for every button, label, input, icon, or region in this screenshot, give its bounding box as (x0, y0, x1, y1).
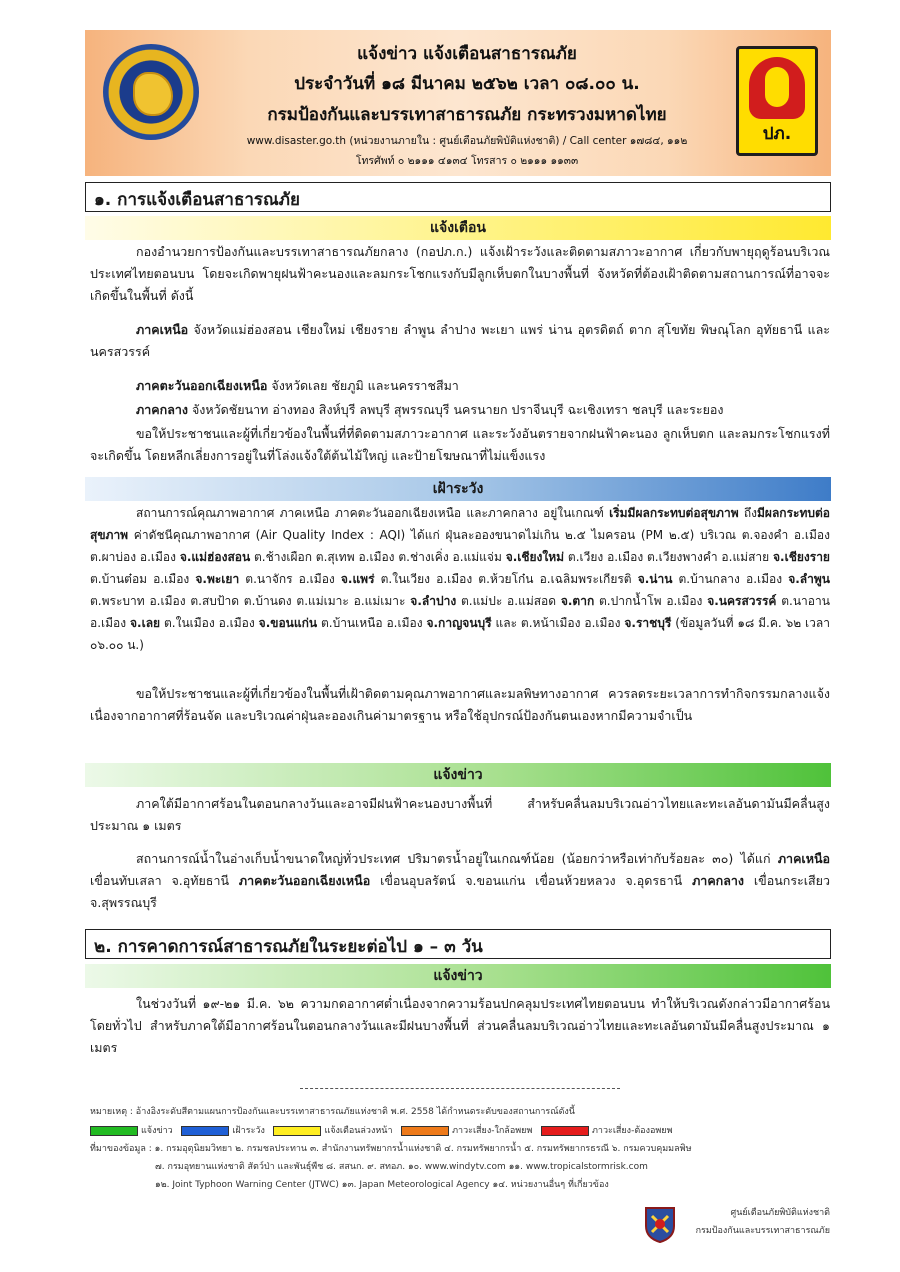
watch-bar: เฝ้าระวัง (85, 477, 831, 501)
warning-advice: ขอให้ประชาชนและผู้ที่เกี่ยวข้องในพื้นที่ที่ติดตามสภาวะอากาศ และระวังอันตรายจากฝนฟ้าคะนอง ลูกเห็บตก และลมกระโชกแรงที่จะเกิดขึ้น โดยหลีกเลี่ยงการอยู่ในที่โล่งแจ้งใต้ต้นไม้ใหญ่ และป้ายโฆษณาที่ไม่แข็งแรง (90, 426, 830, 463)
header-date: ประจำวันที่ ๑๘ มีนาคม ๒๕๖๒ เวลา ๐๘.๐๐ น. (294, 74, 640, 94)
color-legend (90, 1124, 830, 1139)
warning-central: ภาคกลาง จังหวัดชัยนาท อ่างทอง สิงห์บุรี ลพบุรี สุพรรณบุรี นครนายก ปราจีนบุรี ฉะเชิงเทรา ชลบุรี และระยอง (136, 402, 724, 417)
dpm-logo-icon (736, 46, 818, 156)
legend-item: แจ้งข่าว (90, 1126, 173, 1136)
dpm-emblem-icon (640, 1204, 680, 1244)
header-phone: โทรศัพท์ ๐ ๒๑๑๑ ๔๑๓๔ โทรสาร ๐ ๒๑๑๑ ๑๑๓๓ (355, 155, 579, 167)
watch-paragraph: สถานการณ์คุณภาพอากาศ ภาคเหนือ ภาคตะวันออกเฉียงเหนือ และภาคกลาง อยู่ในเกณฑ์ เริ่มมีผลกระทบต่อสุขภาพ ถึงมีผลกระทบต่อสุขภาพ ค่าดัชนีคุณภาพอากาศ (Air Quality Index : AQI) ได้แก่ ฝุ่นละอองขนาดไม่เกิน ๒.๕ ไมครอน (PM ๒.๕) บริเวณ ต.จองคำ อ.เมือง ต.ผาบ่อง อ.เมือง จ.แม่ฮ่องสอน ต.ช้างเผือก ต.สุเทพ อ.เมือง ต.ช่างเคิ่ง อ.แม่แจ่ม จ.เชียงใหม่ ต.เวียง อ.เมือง ต.เวียงพางคำ อ.แม่สาย จ.เชียงราย ต.บ้านต๋อม อ.เมือง จ.พะเยา ต.นาจักร อ.เมือง จ.แพร่ ต.ในเวียง อ.เมือง ต.ห้วยโก๋น อ.เฉลิมพระเกียรติ จ.น่าน ต.บ้านกลาง อ.เมือง จ.ลำพูน ต.พระบาท อ.เมือง ต.สบป้าด ต.บ้านดง ต.แม่เมาะ อ.แม่เมาะ จ.ลำปาง ต.แม่ปะ อ.แม่สอด จ.ตาก ต.ปากน้ำโพ อ.เมือง จ.นครสวรรค์ ต.นาอาน อ.เมือง จ.เลย ต.ในเมือง อ.เมือง จ.ขอนแก่น ต.บ้านเหนือ อ.เมือง จ.กาญจนบุรี และ ต.หน้าเมือง อ.เมือง จ.ราชบุรี (ข้อมูลวันที่ ๑๘ มี.ค. ๖๒ เวลา ๐๖.๐๐ น.) (90, 506, 830, 652)
footer-sources-3: ๑๒. Joint Typhoon Warning Center (JTWC) ๑๓. Japan Meteorological Agency ๑๔. หน่วยงานอื่นๆ ที่เกี่ยวข้อง (155, 1180, 609, 1190)
forecast-news-bar: แจ้งข่าว (85, 964, 831, 988)
section-1-title: ๑. การแจ้งเตือนสาธารณภัย (85, 182, 831, 212)
warning-northeast: ภาคตะวันออกเฉียงเหนือ จังหวัดเลย ชัยภูมิ และนครราชสีมา (136, 378, 459, 393)
ministry-seal-icon (103, 44, 199, 140)
header-line-1: แจ้งข่าว แจ้งเตือนสาธารณภัย (357, 44, 577, 64)
logo-text: ปภ. (762, 124, 792, 144)
footer-org-1: ศูนย์เตือนภัยพิบัติแห่งชาติ (730, 1208, 830, 1218)
news-bar: แจ้งข่าว (85, 763, 831, 787)
footer-org-2: กรมป้องกันและบรรเทาสาธารณภัย (695, 1226, 830, 1236)
legend-item: เฝ้าระวัง (181, 1126, 265, 1136)
footer-note: หมายเหตุ : อ้างอิงระดับสีตามแผนการป้องกันและบรรเทาสาธารณภัยแห่งชาติ พ.ศ. 2558 ได้กำหนดระดับของสถานการณ์ดังนี้ (90, 1107, 575, 1117)
section-2-title: ๒. การคาดการณ์สาธารณภัยในระยะต่อไป ๑ – ๓ วัน (85, 929, 831, 959)
footer-sources-1: ที่มาของข้อมูล : ๑. กรมอุตุนิยมวิทยา ๒. กรมชลประทาน ๓. สำนักงานทรัพยากรน้ำแห่งชาติ ๔. กรมทรัพยากรน้ำ ๕. กรมทรัพยากรธรณี ๖. กรมควบคุมมลพิษ (90, 1144, 692, 1154)
divider (300, 1088, 620, 1089)
news-south: ภาคใต้มีอากาศร้อนในตอนกลางวันและอาจมีฝนฟ้าคะนองบางพื้นที่ สำหรับคลื่นลมบริเวณอ่าวไทยและทะเลอันดามันมีคลื่นสูงประมาณ ๑ เมตร (90, 796, 830, 833)
header-org: กรมป้องกันและบรรเทาสาธารณภัย กระทรวงมหาดไทย (267, 105, 667, 125)
forecast-paragraph: ในช่วงวันที่ ๑๙-๒๑ มี.ค. ๖๒ ความกดอากาศต่ำเนื่องจากความร้อนปกคลุมประเทศไทยตอนบน ทำให้บริเวณดังกล่าวมีอากาศร้อนโดยทั่วไป สำหรับภาคใต้มีอากาศร้อนในตอนกลางวันและมีฝนบางพื้นที่ ส่วนคลื่นลมบริเวณอ่าวไทยและทะเลอันดามันมีคลื่นสูงประมาณ ๑ เมตร (90, 996, 830, 1055)
legend-item: ภาวะเสี่ยง-ต้องอพยพ (541, 1126, 673, 1136)
warning-paragraph: กองอำนวยการป้องกันและบรรเทาสาธารณภัยกลาง (กอปภ.ก.) แจ้งเฝ้าระวังและติดตามสภาวะอากาศ เกี่ยวกับพายุฤดูร้อนบริเวณประเทศไทยตอนบน โดยจะเกิดพายุฝนฟ้าคะนองและลมกระโชกแรงกับมีลูกเห็บตกในบางพื้นที่ จังหวัดที่ต้องเฝ้าติดตามสถานการณ์ที่อาจจะเกิดขึ้นในพื้นที่ ดังนี้ (90, 244, 830, 303)
legend-item: แจ้งเตือนล่วงหน้า (273, 1126, 392, 1136)
warning-north: ภาคเหนือ จังหวัดแม่ฮ่องสอน เชียงใหม่ เชียงราย ลำพูน ลำปาง พะเยา แพร่ น่าน อุตรดิตถ์ ตาก สุโขทัย พิษณุโลก อุทัยธานี และนครสวรรค์ (90, 322, 830, 359)
warning-bar: แจ้งเตือน (85, 216, 831, 240)
footer-sources-2: ๗. กรมอุทยานแห่งชาติ สัตว์ป่า และพันธุ์พืช ๘. สสนก. ๙. สทอภ. ๑๐. www.windytv.com ๑๑. www.tropicalstormrisk.com (155, 1162, 648, 1172)
news-reservoir: สถานการณ์น้ำในอ่างเก็บน้ำขนาดใหญ่ทั่วประเทศ ปริมาตรน้ำอยู่ในเกณฑ์น้อย (น้อยกว่าหรือเท่ากับร้อยละ ๓๐) ได้แก่ ภาคเหนือ เขื่อนทับเสลา จ.อุทัยธานี ภาคตะวันออกเฉียงเหนือ เขื่อนอุบลรัตน์ จ.ขอนแก่น เขื่อนห้วยหลวง จ.อุดรธานี ภาคกลาง เขื่อนกระเสียว จ.สุพรรณบุรี (90, 851, 830, 910)
legend-item: ภาวะเสี่ยง-ใกล้อพยพ (401, 1126, 532, 1136)
watch-advice: ขอให้ประชาชนและผู้ที่เกี่ยวข้องในพื้นที่เฝ้าติดตามคุณภาพอากาศและมลพิษทางอากาศ ควรลดระยะเวลาการทำกิจกรรมกลางแจ้ง เนื่องจากอากาศที่ร้อนจัด และบริเวณค่าฝุ่นละอองเกินค่ามาตรฐาน หรือใช้อุปกรณ์ป้องกันตนเองหากมีความจำเป็น (90, 686, 830, 723)
header-website: www.disaster.go.th (หน่วยงานภายใน : ศูนย์เตือนภัยพิบัติแห่งชาติ) / Call center ๑๗๘๔, ๑๑๒ (246, 135, 688, 147)
